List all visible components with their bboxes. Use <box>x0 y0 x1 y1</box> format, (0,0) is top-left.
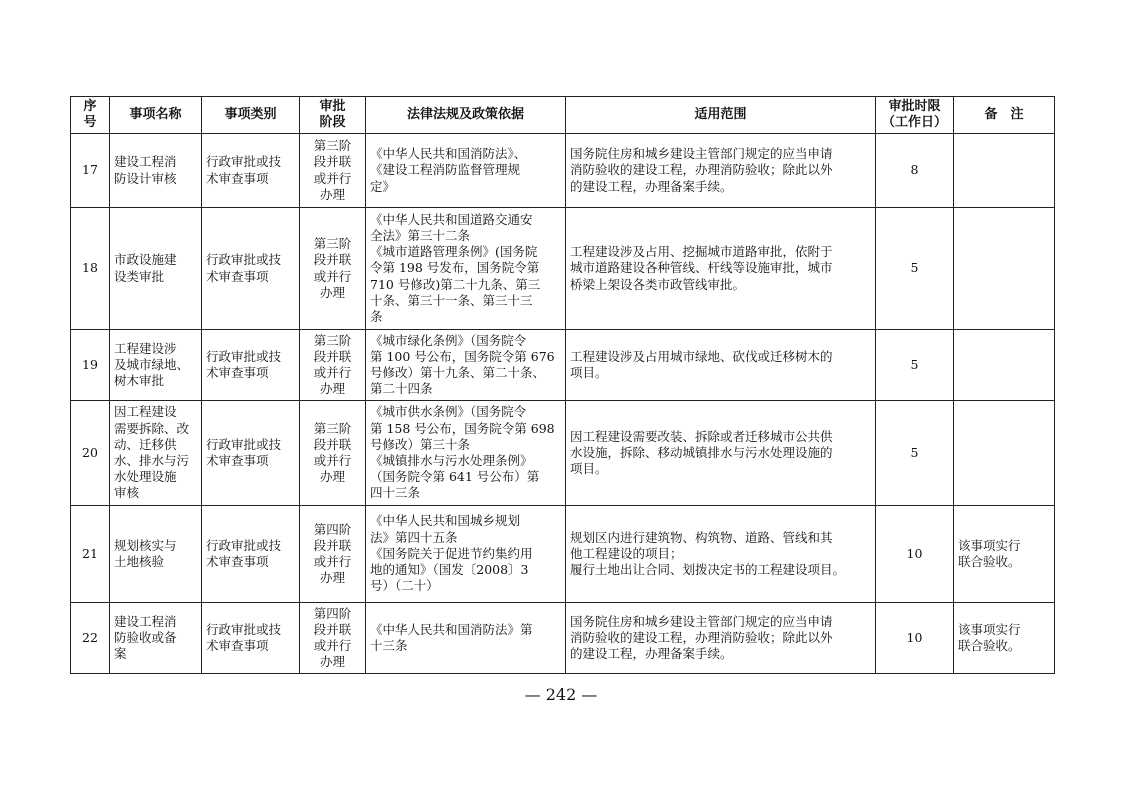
row-law-basis: 《中华人民共和国道路交通安 全法》第三十二条 《城市道路管理条例》(国务院 令第 198 号发布，国务院令第 710 号修改)第二十九条、第三 十条、第三十一条、第三十三 条 <box>366 208 566 330</box>
row-time-limit: 10 <box>876 506 954 603</box>
table-row <box>71 134 1055 208</box>
row-law-basis: 《中华人民共和国城乡规划 法》第四十五条 《国务院关于促进节约集约用 地的通知》（国发〔2008〕3 号）（二十） <box>366 506 566 603</box>
header-item-type: 事项类别 <box>202 97 300 134</box>
row-item-type: 行政审批或技 术审查事项 <box>202 506 300 603</box>
row-scope: 国务院住房和城乡建设主管部门规定的应当申请 消防验收的建设工程，办理消防验收；除此以外 的建设工程，办理备案手续。 <box>566 134 876 208</box>
row-item-type: 行政审批或技 术审查事项 <box>202 134 300 208</box>
row-seq: 21 <box>71 506 110 603</box>
row-law-basis: 《中华人民共和国消防法》第 十三条 <box>366 603 566 674</box>
table-header-row <box>71 97 1055 134</box>
row-item-type: 行政审批或技 术审查事项 <box>202 208 300 330</box>
row-stage: 第四阶 段并联 或并行 办理 <box>300 506 366 603</box>
row-stage: 第三阶 段并联 或并行 办理 <box>300 401 366 506</box>
row-seq: 19 <box>71 330 110 401</box>
row-note <box>954 401 1055 506</box>
row-item-name: 建设工程消 防验收或备 案 <box>110 603 202 674</box>
row-item-name: 市政设施建 设类审批 <box>110 208 202 330</box>
row-note <box>954 208 1055 330</box>
table-row <box>71 401 1055 506</box>
row-law-basis: 《城市绿化条例》（国务院令 第 100 号公布，国务院令第 676 号修改）第十九条、第二十条、 第二十四条 <box>366 330 566 401</box>
row-item-type: 行政审批或技 术审查事项 <box>202 330 300 401</box>
header-law-basis: 法律法规及政策依据 <box>366 97 566 134</box>
table-row <box>71 208 1055 330</box>
row-item-name: 工程建设涉 及城市绿地、 树木审批 <box>110 330 202 401</box>
row-scope: 工程建设涉及占用城市绿地、砍伐或迁移树木的 项目。 <box>566 330 876 401</box>
row-stage: 第四阶 段并联 或并行 办理 <box>300 603 366 674</box>
row-item-name: 建设工程消 防设计审核 <box>110 134 202 208</box>
row-note <box>954 330 1055 401</box>
header-item-name: 事项名称 <box>110 97 202 134</box>
row-item-type: 行政审批或技 术审查事项 <box>202 401 300 506</box>
row-note: 该事项实行 联合验收。 <box>954 506 1055 603</box>
row-time-limit: 10 <box>876 603 954 674</box>
row-stage: 第三阶 段并联 或并行 办理 <box>300 134 366 208</box>
row-time-limit: 8 <box>876 134 954 208</box>
row-time-limit: 5 <box>876 330 954 401</box>
row-law-basis: 《中华人民共和国消防法》、 《建设工程消防监督管理规 定》 <box>366 134 566 208</box>
row-seq: 18 <box>71 208 110 330</box>
row-item-type: 行政审批或技 术审查事项 <box>202 603 300 674</box>
row-scope: 规划区内进行建筑物、构筑物、道路、管线和其 他工程建设的项目； 履行土地出让合同、划拨决定书的工程建设项目。 <box>566 506 876 603</box>
header-note: 备 注 <box>954 97 1055 134</box>
row-seq: 20 <box>71 401 110 506</box>
table-row <box>71 603 1055 674</box>
row-scope: 工程建设涉及占用、挖掘城市道路审批，依附于 城市道路建设各种管线、杆线等设施审批，城市 桥梁上架设各类市政管线审批。 <box>566 208 876 330</box>
header-scope: 适用范围 <box>566 97 876 134</box>
row-scope: 国务院住房和城乡建设主管部门规定的应当申请 消防验收的建设工程，办理消防验收；除此以外 的建设工程，办理备案手续。 <box>566 603 876 674</box>
header-stage: 审批 阶段 <box>300 97 366 134</box>
row-item-name: 规划核实与 土地核验 <box>110 506 202 603</box>
row-note: 该事项实行 联合验收。 <box>954 603 1055 674</box>
page-number: — 242 — <box>524 685 598 704</box>
approval-items-table <box>70 96 1055 674</box>
header-seq: 序 号 <box>71 97 110 134</box>
row-item-name: 因工程建设 需要拆除、改 动、迁移供 水、排水与污 水处理设施 审核 <box>110 401 202 506</box>
row-scope: 因工程建设需要改装、拆除或者迁移城市公共供 水设施，拆除、移动城镇排水与污水处理设施的 项目。 <box>566 401 876 506</box>
row-time-limit: 5 <box>876 401 954 506</box>
row-stage: 第三阶 段并联 或并行 办理 <box>300 330 366 401</box>
row-note <box>954 134 1055 208</box>
header-time-limit: 审批时限 （工作日） <box>876 97 954 134</box>
row-stage: 第三阶 段并联 或并行 办理 <box>300 208 366 330</box>
table-row <box>71 506 1055 603</box>
row-time-limit: 5 <box>876 208 954 330</box>
row-law-basis: 《城市供水条例》（国务院令 第 158 号公布，国务院令第 698 号修改）第三十条 《城镇排水与污水处理条例》 （国务院令第 641 号公布）第 四十三条 <box>366 401 566 506</box>
row-seq: 17 <box>71 134 110 208</box>
table-row <box>71 330 1055 401</box>
row-seq: 22 <box>71 603 110 674</box>
